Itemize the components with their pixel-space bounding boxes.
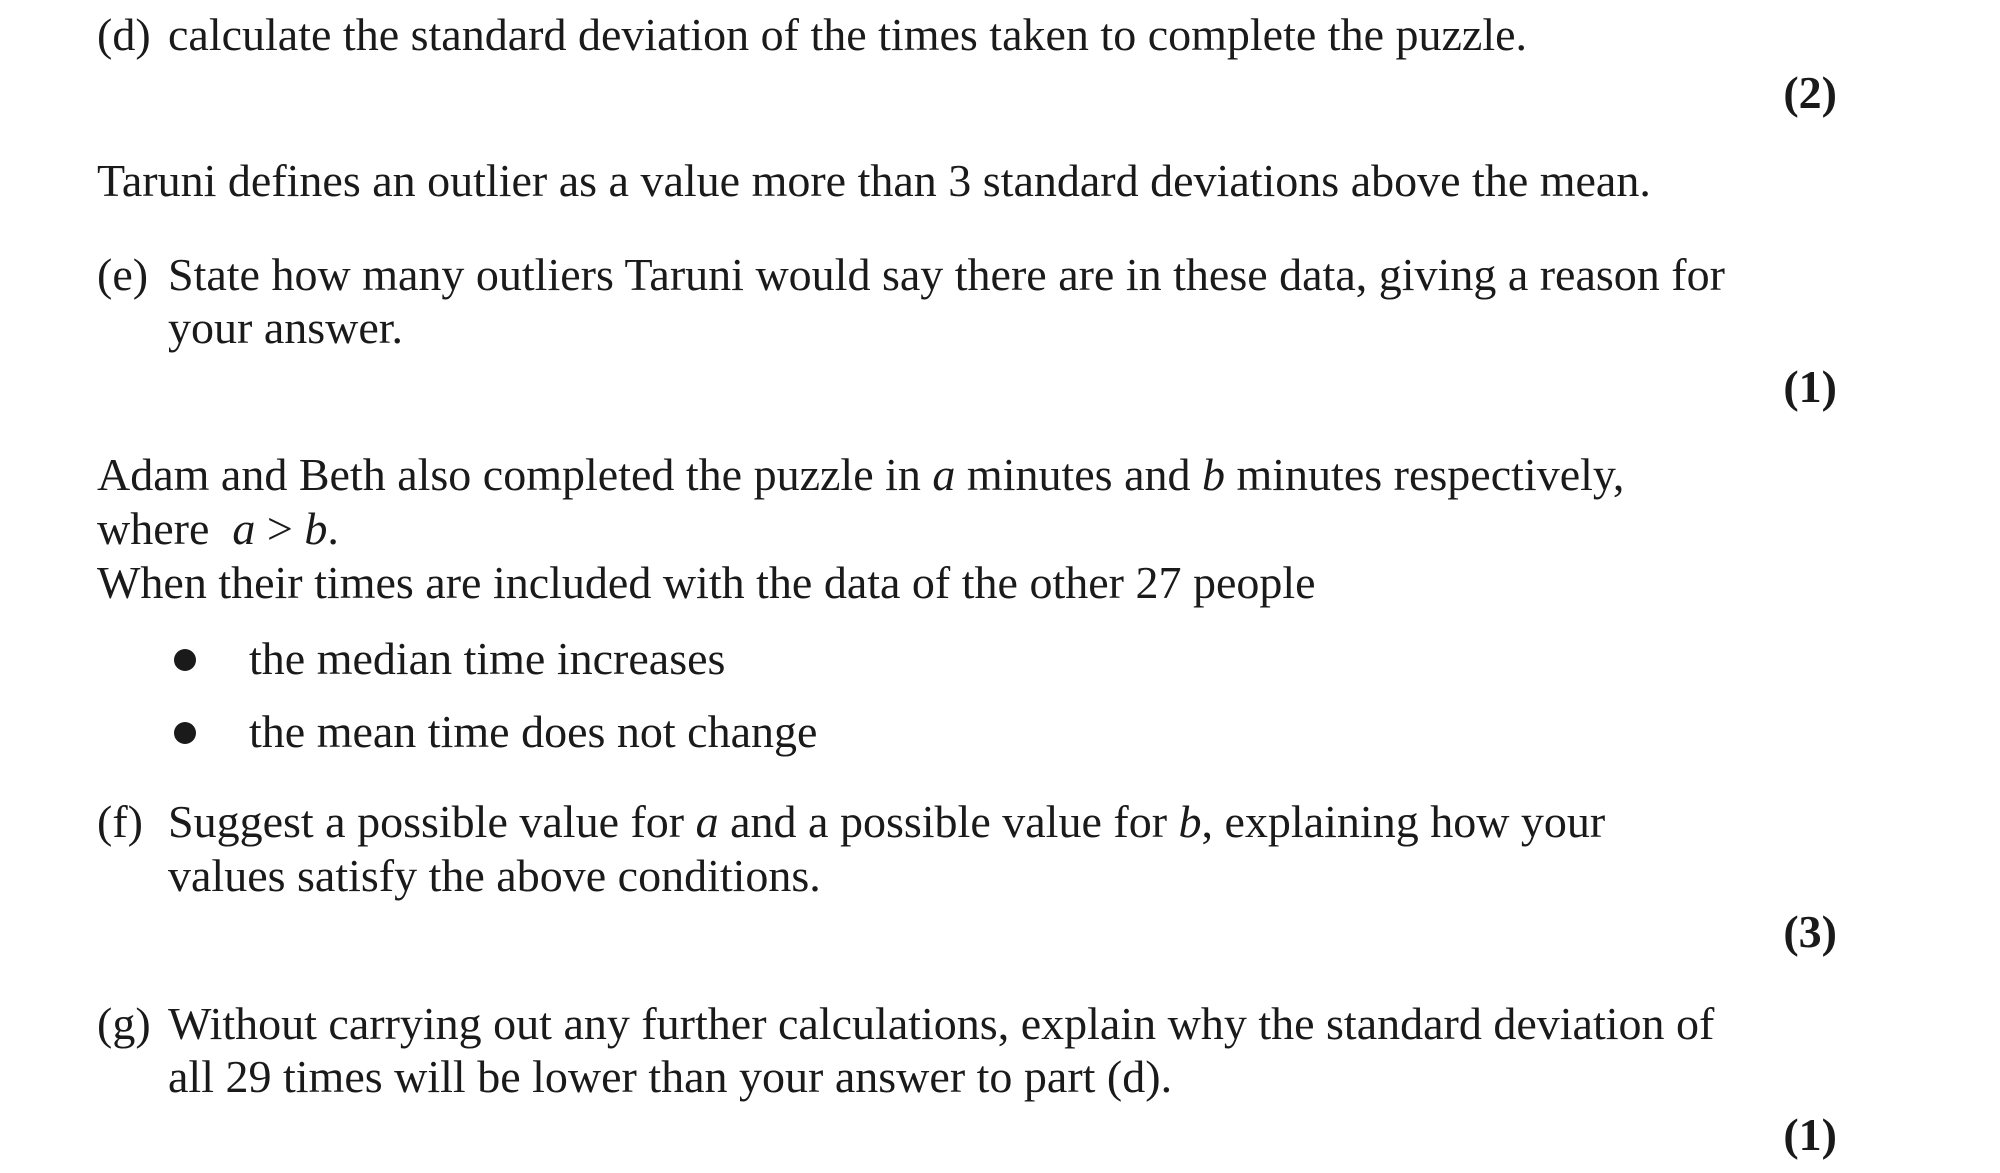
part-e-text-line2: your answer. [168,302,404,353]
part-e-label: (e) [97,249,149,300]
adam-beth-line3: When their times are included with the data of the other 27 people [97,557,1316,608]
part-f-text-line1: Suggest a possible value for a and a possible value for b, explaining how your [168,796,1606,847]
inequality-operator: > [255,503,305,554]
part-f-marks: (3) [1783,906,1837,957]
inequality-b: b [304,503,328,554]
part-f-label: (f) [97,796,143,847]
adam-beth-line1: Adam and Beth also completed the puzzle in a minutes and b minutes respectively, [97,449,1625,500]
part-g-label: (g) [97,998,151,1049]
variable-a: a [932,449,956,500]
list-item-text: the mean time does not change [249,706,818,757]
part-g-marks: (1) [1783,1109,1837,1160]
part-d-text: calculate the standard deviation of the times taken to complete the puzzle. [168,9,1528,60]
outlier-definition-text: Taruni defines an outlier as a value more than 3 standard deviations above the mean. [97,155,1651,206]
bullet-dot [174,722,196,744]
part-d-label: (d) [97,9,151,60]
adam-beth-line2: where a > b. [97,503,339,554]
bullet-dot [174,649,196,671]
part-e-marks: (1) [1783,361,1837,412]
variable-a: a [695,796,719,847]
part-g-text-line2: all 29 times will be lower than your answer to part (d). [168,1051,1173,1102]
variable-b: b [1202,449,1225,500]
part-g-text-line1: Without carrying out any further calculations, explain why the standard deviation of [168,998,1715,1049]
inequality-a: a [232,503,256,554]
part-d-marks: (2) [1783,67,1837,118]
part-e-text-line1: State how many outliers Taruni would say there are in these data, giving a reason for [168,249,1725,300]
list-item-text: the median time increases [249,633,726,684]
variable-b: b [1178,796,1202,847]
part-f-text-line2: values satisfy the above conditions. [168,850,821,901]
